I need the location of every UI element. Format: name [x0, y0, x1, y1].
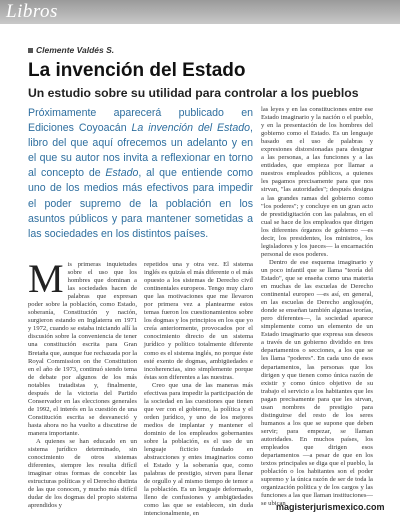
paragraph-text: is primeras inquietudes sobre el uso que los hombres que dominan a las sociedades hacen de palabras que expresan poder sobre la población, como Estado, soberanía, Constitución y nación, surgieron estando en Inglaterra en 1971 y 1972, cuando se estaba iniciando allí la discusión sobre la conveniencia de tener una constitución escrita para Gran Bretaña que, aunque fue rechazada por la Royal Commission on the Constitution en el año de 1973, continuó siendo tema de debate por algunos de los más notables tratadistas y, finalmente, después de la victoria del Partido Conservador en las elecciones generales de 1992, el interés en la cuestión de una Constitución escrita se desvaneció y hasta ahora no ha vuelto a discutirse de manera importante. — [28, 261, 137, 437]
paragraph-text: A quienes se han educado en un sistema jurídico determinado, sin conocimiento de otros sistemas diferentes, siempre les resulta difícil imaginar otras formas de concebir las estructuras políticas y el Derecho distinta de las que conocen, y mucho más difícil dudar de los dogmas del propio sistema aprendidos y — [28, 438, 137, 510]
paragraph-text: repetidos una y otra vez. El sistema inglés es quizás el más diferente o el más opuesto a los sistemas de Derecho civil continentales europeos. Tengo muy claro que las motivaciones que me llevaron por primera vez a plantearme estos temas fueron los cuestionamientos sobre los dogmas y los principios en los que yo creía anteriormente, provocados por el conocimiento directo de un sistema jurídico y político totalmente diferente como es el sistema inglés, no porque éste esté exento de dogmas, ambigüedades e incoherencias, sino simplemente porque éstas son diferentes a las nuestras. — [144, 261, 253, 381]
first-paragraph — [28, 256, 137, 438]
lead-paragraph — [28, 106, 253, 242]
lead-estado-word: Estado — [105, 167, 139, 180]
paragraph-text: Creo que una de las maneras más efectivas para impedir la participación de la sociedad en las cuestiones que tienen que ver con el gobierno, la política y el orden jurídico, y uno de los mejores medios de implantar y mantener el dominio de los empleados gobernantes sobre la población, es el uso de un lenguaje ficticio fundado en abstracciones y entes imaginarios como el Estado y la soberanía que, como palabras de prestigio, sirven para llenar de orgullo y al mismo tiempo de temor a la población. Es un lenguaje deformado, lleno de confusiones y ambigüedades como las que se establecen, sin duda intencionalmente, en — [144, 381, 253, 518]
footer-website: magisterjurismexico.com — [276, 502, 385, 512]
lead-book-title: La invención del Estado — [131, 122, 251, 135]
lead-text-3: , al que entiende como uno de los medios más efectivos para impedir el poder supremo de la población en los asuntos públicos y para mantener sometidas a las sociedades en los distintos países. — [28, 167, 253, 240]
author-name: Clemente Valdés S. — [36, 45, 115, 55]
paragraph-text: las leyes y en las constituciones entre ese Estado imaginario y la nación o el pueblo, y en la presentación de los hombres del gobierno como el Estado. Es un lenguaje basado en el uso de palabras y expresiones distorsionadas para designar a las personas, a las funciones y a las entidades, que empieza por llamar a nuestros empleados públicos, a quienes les pagamos precisamente para que nos sirvan, "las autoridades"; después designa a las grandes ramas del gobierno como "los poderes"; y concluye en un gran acto de prestidigitación con las palabras, en el cual se hace de los empleados que dirigen los diferentes órganos de gobierno —es decir, los presidentes, los ministros, los legisladores y los jueces— la encarnación personal de esos poderes. — [261, 106, 373, 258]
bullet-square-icon — [28, 48, 33, 53]
body-column-left — [28, 256, 137, 510]
paragraph-text: Dentro de ese esquema imaginario y un poco infantil que se llama "teoría del Estado", que se enseña como una materia en muchas de las escuelas de Derecho continental europeo —es así, en general, en las escuelas de Derecho anglosajón, donde se enseñan también algunas teorías, pero diferentes—, la sociedad aparece simplemente como un elemento de un Estado imaginario que expresa sus deseos a través de un gobierno dividido en tres departamentos o secciones, a los que se les llama "poderes". En cada uno de esos departamentos, las personas que los dirigen y que tienen como única razón de existir y como único objetivo de su trabajo el servicio a los habitantes que les pagan precisamente para que les sirvan, usan nombres de prestigio para distinguirse del resto de los seres humanos a los que se supone que deben servir; para empezar, se llaman autoridades. En muchos países, los empleados que dirigen esos departamentos —a pesar de que en los textos principales se diga que el pueblo, la población o los habitantes son el poder supremo y la única razón de ser de toda la organización política y de los cargos y las funciones a las que llaman instituciones— se ubican — [261, 258, 373, 508]
drop-cap: M — [28, 256, 64, 301]
body-column-right — [261, 106, 373, 508]
article-title: La invención del Estado — [28, 60, 246, 81]
lead-text-1: Próximamente aparecerá publicado en Ediciones Coyoacán — [28, 107, 253, 135]
byline — [28, 45, 114, 55]
lead-text-2: , libro del que aquí ofrecemos un adelanto y en el que su autor nos invita a reflexionar en torno al concepto de — [28, 122, 253, 180]
article-subtitle: Un estudio sobre su utilidad para controlar a los pueblos — [28, 86, 359, 100]
body-column-middle — [144, 261, 253, 519]
section-label: Libros — [6, 1, 58, 22]
section-header-bar — [0, 0, 400, 24]
